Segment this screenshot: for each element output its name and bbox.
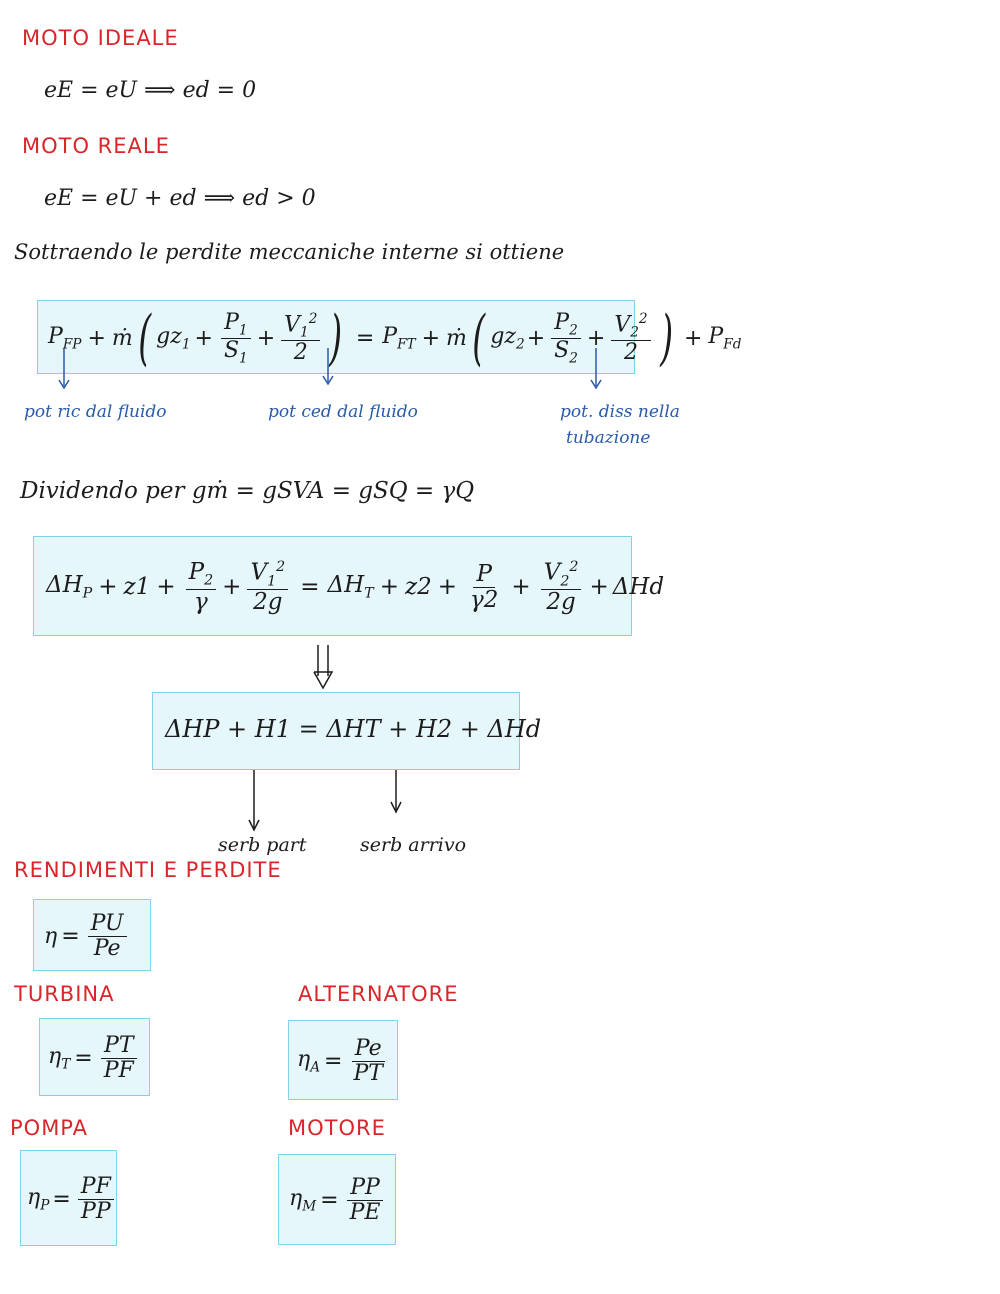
v1sq-over-2g: $\frac{V_1^2}{2g}$	[247, 560, 288, 614]
eta-symbol: η	[44, 923, 58, 949]
eta-symbol: $\eta_M$	[289, 1185, 317, 1215]
fraction: $\frac{PF}{PP}$	[78, 1175, 114, 1222]
v2sq-over-2: $\frac{V_2^2}{2}$	[611, 312, 650, 364]
eff-general-formula	[44, 910, 131, 962]
z2-term: z2	[404, 574, 432, 600]
eff-turbine-box	[39, 1018, 150, 1096]
plus-sign: +	[586, 325, 606, 351]
open-paren: (	[138, 303, 151, 373]
dhp-symbol: $\Delta H_P$	[46, 572, 93, 602]
annotation-pfp: pot ric dal fluido	[24, 402, 167, 422]
fraction: $\frac{Pe}{PT}$	[353, 1036, 383, 1086]
eff-alternator-formula	[297, 1033, 390, 1089]
heading-moto-ideale: MOTO IDEALE	[22, 26, 179, 50]
equals-sign: =	[52, 1186, 71, 1212]
p1-over-s1: $\frac{P_1}{S_1}$	[221, 311, 251, 365]
arrow-pfd	[591, 348, 601, 388]
v2sq-over-2g: $\frac{V_2^2}{2g}$	[541, 560, 582, 614]
head-balance-equation	[46, 551, 664, 623]
plus-sign: +	[511, 574, 531, 600]
equals-sign: =	[320, 1187, 339, 1213]
annotation-pft: pot ced dal fluido	[268, 402, 418, 422]
plus-sign: +	[256, 325, 276, 351]
equation-real: eE = eU + ed ⟹ ed > 0	[44, 186, 316, 211]
arrow-pfp	[59, 348, 69, 388]
plus-sign: +	[421, 325, 441, 351]
head-balance-box	[33, 536, 665, 636]
heading-rendimenti: RENDIMENTI E PERDITE	[14, 858, 282, 882]
pfd-symbol: $P_{Fd}$	[708, 323, 742, 353]
equals-sign: =	[324, 1048, 343, 1074]
eta-symbol: $\eta_T$	[48, 1043, 71, 1073]
plus-sign: +	[526, 325, 546, 351]
annotation-pfd-line1: pot. diss nella	[560, 402, 680, 422]
eta-symbol: $\eta_A$	[297, 1046, 321, 1076]
equals-sign: =	[74, 1045, 93, 1071]
mdot-symbol: ṁ	[446, 325, 467, 351]
equation-ideal: eE = eU ⟹ ed = 0	[44, 78, 257, 103]
dhd-symbol: ΔHd	[612, 574, 665, 600]
heading-motore: MOTORE	[288, 1116, 386, 1140]
fraction: $\frac{PT}{PF}$	[101, 1034, 137, 1081]
sentence-divide: Dividendo per gṁ = gSVA = gSQ = γQ	[20, 478, 475, 504]
eff-motor-formula	[289, 1171, 387, 1229]
plus-sign: +	[194, 325, 213, 351]
heading-turbina: TURBINA	[14, 982, 115, 1006]
plus-sign: +	[156, 574, 176, 600]
heading-pompa: POMPA	[10, 1116, 88, 1140]
open-paren: (	[472, 303, 486, 373]
dht-symbol: $\Delta H_T$	[327, 572, 374, 602]
equals-sign: =	[61, 923, 80, 949]
plus-sign: +	[379, 574, 399, 600]
pfp-symbol: $P_{FP}$	[48, 323, 82, 353]
eff-pump-box	[20, 1150, 117, 1246]
p-over-gamma: $\frac{P_2}{\gamma}$	[186, 560, 217, 614]
sentence-subtract: Sottraendo le perdite meccaniche interne si ottiene	[14, 240, 565, 264]
plus-sign: +	[437, 574, 458, 600]
v1sq-over-2: $\frac{V_1^2}{2}$	[281, 312, 320, 364]
heading-alternatore: ALTERNATORE	[298, 982, 459, 1006]
head-short-equation: ΔHP + H1 = ΔHT + H2 + ΔHd	[165, 715, 542, 743]
fraction: $\frac{PU}{Pe}$	[88, 912, 127, 959]
label-h2: serb arrivo	[360, 834, 467, 856]
close-paren: )	[329, 303, 343, 373]
heading-moto-reale: MOTO REALE	[22, 134, 170, 158]
p2-over-s2: $\frac{P_2}{S_2}$	[551, 311, 581, 365]
plus-sign: +	[222, 574, 242, 600]
eta-symbol: $\eta_P$	[27, 1184, 50, 1214]
eff-pump-formula	[27, 1169, 118, 1229]
z1-term: z1	[123, 574, 151, 600]
plus-sign: +	[683, 325, 703, 351]
equals-sign: =	[355, 325, 375, 351]
p2-over-gamma2: $\frac{P}{\gamma 2}$	[470, 561, 499, 613]
equals-sign: =	[300, 574, 320, 600]
gz1-term: $gz_1$	[156, 323, 191, 353]
label-h1: serb part	[218, 834, 307, 856]
plus-sign: +	[589, 574, 609, 600]
plus-sign: +	[87, 325, 106, 351]
double-arrow-down	[314, 645, 332, 688]
pft-symbol: $P_{FT}$	[382, 323, 416, 353]
gz2-term: $gz_2$	[490, 323, 525, 353]
mdot-symbol: ṁ	[111, 325, 133, 351]
eff-turbine-formula	[48, 1031, 141, 1085]
fraction: $\frac{PP}{PE}$	[347, 1176, 384, 1223]
plus-sign: +	[98, 574, 118, 600]
eff-motor-box	[278, 1154, 396, 1245]
close-paren: )	[659, 303, 673, 373]
eff-alternator-box	[288, 1020, 398, 1100]
head-short-box	[152, 692, 542, 770]
annotation-pfd-line2: tubazione	[566, 428, 651, 448]
arrow-pft	[323, 348, 333, 384]
eff-general-box	[33, 899, 151, 971]
